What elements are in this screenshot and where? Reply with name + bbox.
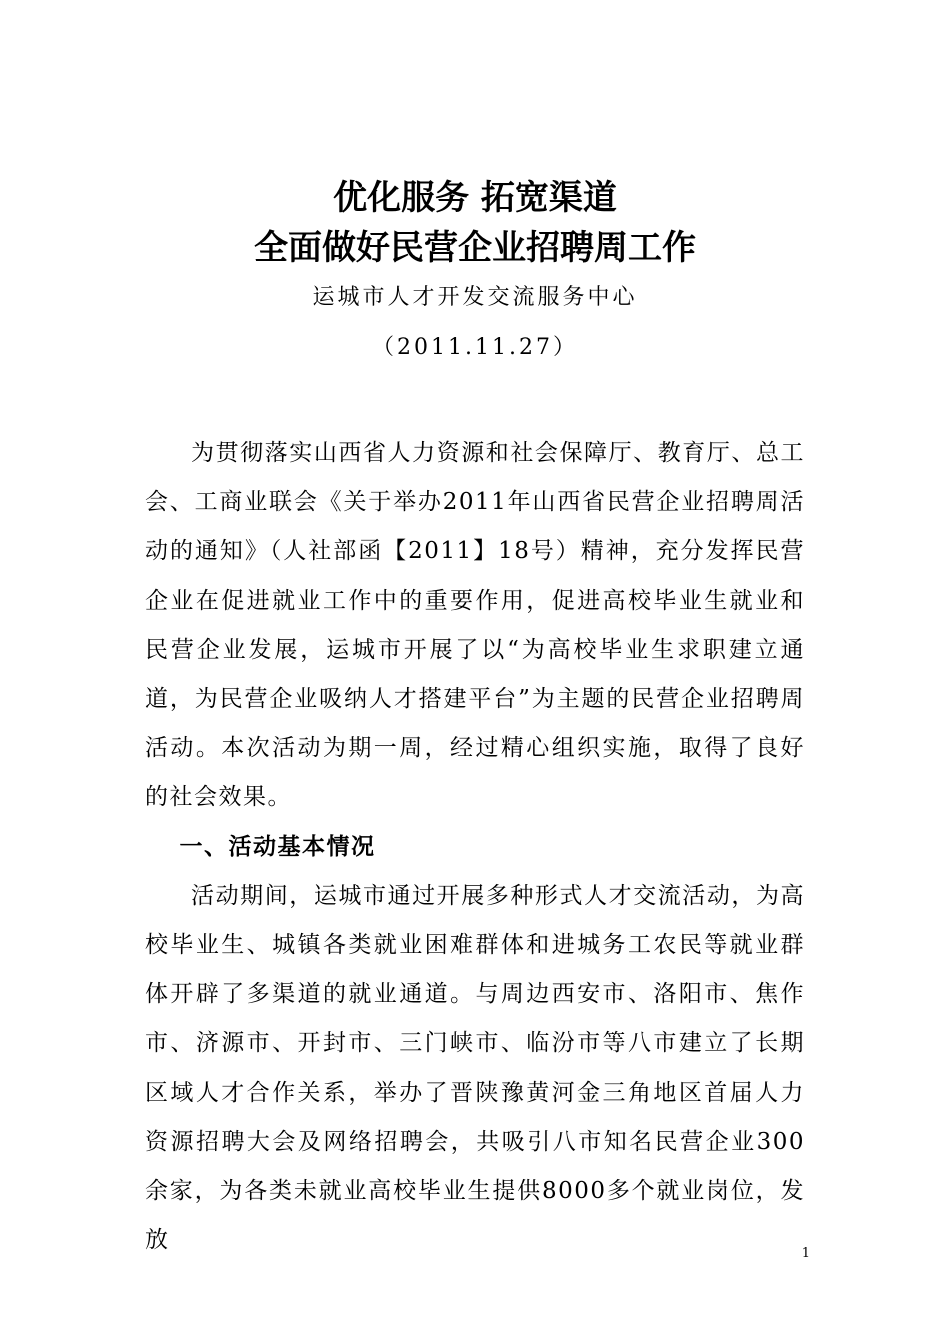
document-date: （2011.11.27） (372, 335, 578, 360)
document-body (145, 429, 805, 1265)
issuing-organization: 运城市人才开发交流服务中心 (312, 285, 638, 310)
document-title-line2: 全面做好民营企业招聘周工作 (254, 228, 696, 268)
document-title-line1: 优化服务 拓宽渠道 (333, 178, 617, 218)
section-heading: 一、活动基本情况 (179, 833, 376, 860)
intro-paragraph: 为贯彻落实山西省人力资源和社会保障厅、教育厅、总工会、工商业联会《关于举办2011年山西省民营企业招聘周活动的通知》（人社部函【2011】18号）精神，充分发挥民营企业在促进就业工作中的重要作用，促进高校毕业生就业和民营企业发展，运城市开展了以“为高校毕业生求职建立通道，为民营企业吸纳人才搭建平台”为主题的民营企业招聘周活动。本次活动为期一周，经过精心组织实施，取得了良好的社会效果。 (145, 440, 805, 811)
section-paragraph: 活动期间，运城市通过开展多种形式人才交流活动，为高校毕业生、城镇各类就业困难群体和进城务工农民等就业群体开辟了多渠道的就业通道。与周边西安市、洛阳市、焦作市、济源市、开封市、三门峡市、临汾市等八市建立了长期区域人才合作关系，举办了晋陕豫黄河金三角地区首届人力资源招聘大会及网络招聘会，共吸引八市知名民营企业300余家，为各类未就业高校毕业生提供8000多个就业岗位，发放 (145, 882, 805, 1254)
page-number: 1 (801, 1246, 810, 1261)
